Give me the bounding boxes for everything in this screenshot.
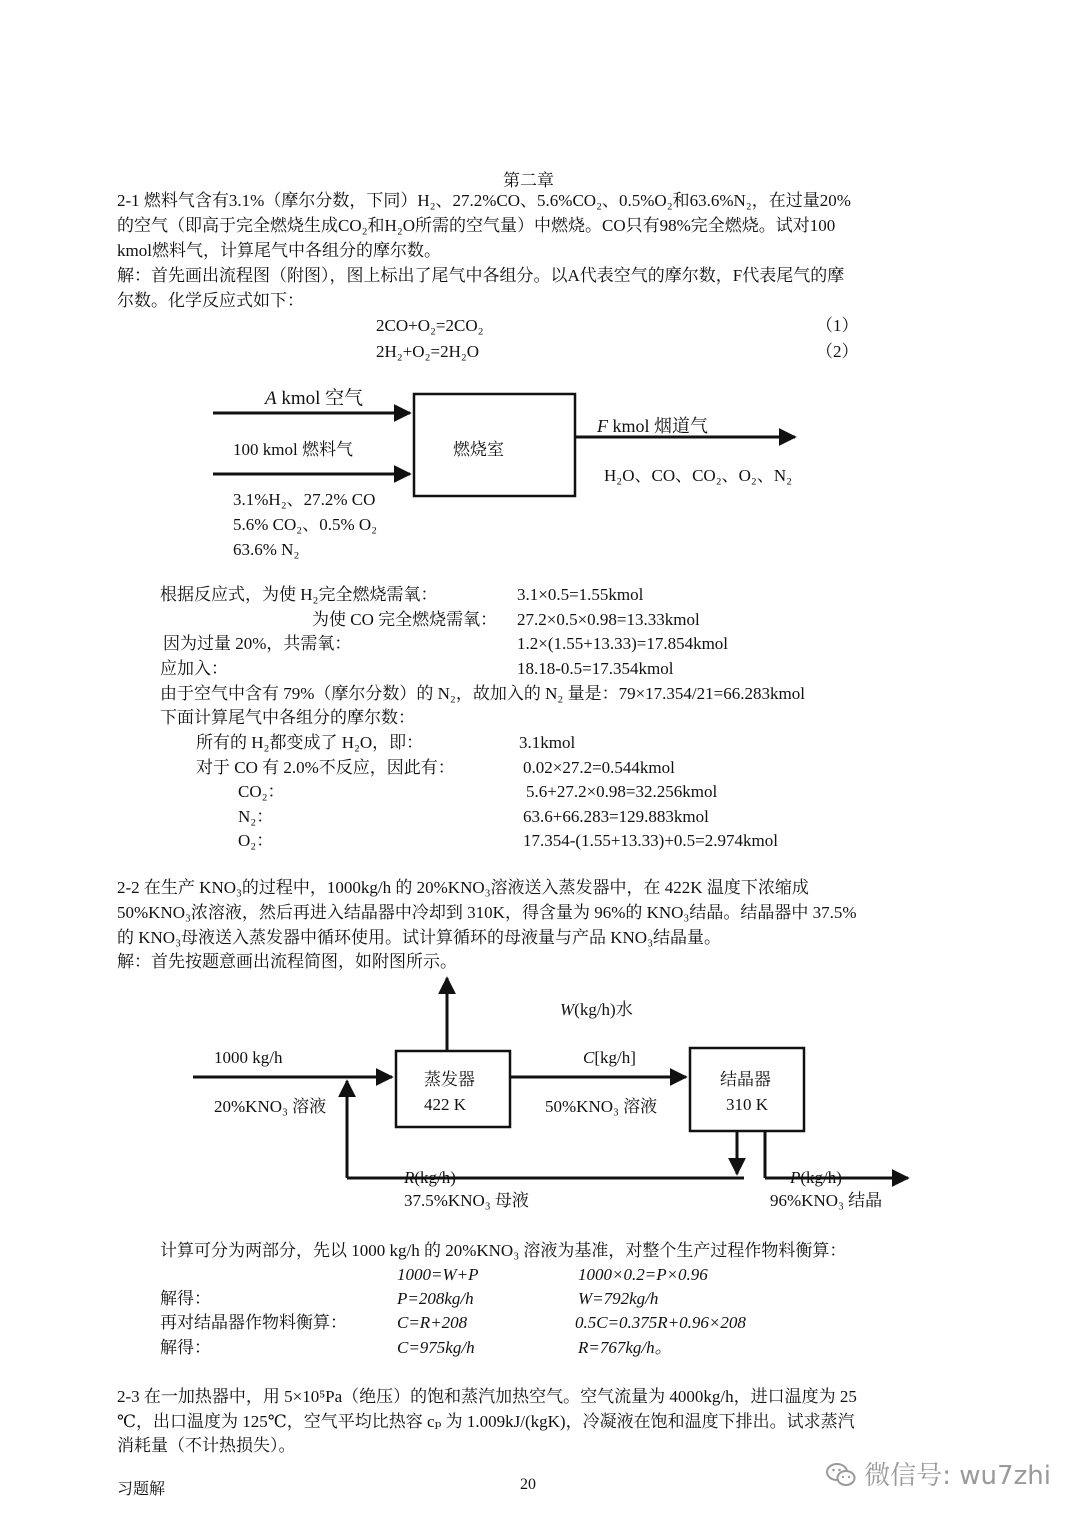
crystallizer-temp: 310 K — [726, 1095, 769, 1114]
product-label: P(kg/h) — [790, 1168, 842, 1187]
recycle-composition: 37.5%KNO₃ 母液 — [404, 1191, 529, 1210]
problem-2-2-line-3: 的 KNO₃母液送入蒸发器中循环使用。试计算循环的母液量与产品 KNO₃结晶量。 — [117, 928, 722, 947]
calc-2-1-label-5: 下面计算尾气中各组分的摩尔数： — [160, 708, 415, 727]
crystallizer-label: 结晶器 — [720, 1070, 771, 1089]
calc-2-1-value-6: 3.1kmol — [519, 733, 576, 752]
solution-2-2-line-1: 解：首先按题意画出流程简图，如附图所示。 — [117, 952, 457, 971]
calc-2-1-value-0: 3.1×0.5=1.55kmol — [517, 585, 644, 604]
concentrate-composition: 50%KNO₃ 溶液 — [545, 1097, 658, 1116]
calc-2-1-label-7: 对于 CO 有 2.0%不反应，因此有： — [196, 758, 455, 777]
combustion-chamber-label: 燃烧室 — [453, 440, 504, 459]
calc-2-1-label-3: 应加入： — [160, 659, 228, 678]
calc-2-1-label-6: 所有的 H₂都变成了 H₂O，即： — [196, 733, 424, 752]
calc-2-2-intro: 计算可分为两部分，先以 1000 kg/h 的 20%KNO₃ 溶液为基准，对整个生产过程作物料衡算： — [160, 1241, 847, 1260]
evaporator-temp: 422 K — [424, 1095, 467, 1114]
water-label: W(kg/h)水 — [560, 1000, 633, 1019]
solution-2-1-line-1: 解：首先画出流程图（附图），图上标出了尾气中各组分。以A代表空气的摩尔数，F代表尾气的摩 — [117, 266, 845, 285]
calc-2-1-value-1: 27.2×0.5×0.98=13.33kmol — [517, 610, 700, 629]
flue-gas-label: F kmol 烟道气 — [597, 416, 709, 436]
problem-2-1-line-3: kmol燃料气，计算尾气中各组分的摩尔数。 — [117, 241, 441, 260]
problem-2-1-line-2: 的空气（即高于完全燃烧生成CO₂和H₂O所需的空气量）中燃烧。CO只有98%完全燃烧。试对100 — [117, 216, 836, 235]
recycle-label: R(kg/h) — [404, 1168, 456, 1187]
fuel-composition-3: 63.6% N₂ — [233, 540, 300, 559]
calc-2-2-a-2: C=R+208 — [397, 1313, 468, 1332]
problem-2-3-line-1: 2-3 在一加热器中，用 5×10⁵Pa（绝压）的饱和蒸汽加热空气。空气流量为 4000kg/h，进口温度为 25 — [117, 1387, 857, 1406]
wechat-icon — [826, 1462, 856, 1488]
calc-2-2-a-3: C=975kg/h — [397, 1338, 475, 1357]
problem-2-1-line-1: 2-1 燃料气含有3.1%（摩尔分数，下同）H₂、27.2%CO、5.6%CO₂、0.5%O₂和63.6%N₂，在过量20% — [117, 191, 851, 210]
calc-2-1-value-8: 5.6+27.2×0.98=32.256kmol — [526, 782, 718, 801]
calc-2-2-label-1: 解得： — [160, 1289, 211, 1308]
calc-2-1-value-3: 18.18-0.5=17.354kmol — [517, 659, 674, 678]
calc-2-1-label-2: 因为过量 20%，共需氧： — [163, 634, 352, 653]
problem-2-3-line-2: ℃，出口温度为 125℃，空气平均比热容 cₚ 为 1.009kJ/(kgK)，冷凝液在饱和温度下排出。试求蒸汽 — [117, 1412, 855, 1431]
feed-composition-label: 20%KNO₃ 溶液 — [214, 1097, 327, 1116]
calc-2-1-label-1: 为使 CO 完全燃烧需氧： — [312, 610, 498, 629]
evaporator-label: 蒸发器 — [424, 1070, 475, 1089]
calc-2-2-b-0: 1000×0.2=P×0.96 — [578, 1265, 708, 1284]
calc-2-2-label-2: 再对结晶器作物料衡算： — [160, 1313, 347, 1332]
page-number: 20 — [520, 1476, 536, 1493]
equation-1-number: （1） — [816, 316, 859, 335]
fuel-composition-1: 3.1%H₂、27.2% CO — [233, 490, 376, 509]
product-composition: 96%KNO₃ 结晶 — [770, 1191, 883, 1210]
concentrate-label: C[kg/h] — [583, 1048, 636, 1067]
fuel-composition-2: 5.6% CO₂、0.5% O₂ — [233, 515, 378, 534]
equation-2: 2H₂+O₂=2H₂O — [376, 342, 480, 361]
watermark-text: 微信号: wu7zhi — [864, 1461, 1051, 1491]
calc-2-2-a-0: 1000=W+P — [397, 1265, 479, 1284]
calc-2-2-b-2: 0.5C=0.375R+0.96×208 — [575, 1313, 746, 1332]
solution-2-1-line-2: 尔数。化学反应式如下： — [117, 291, 304, 310]
calc-2-1-label-0: 根据反应式，为使 H₂完全燃烧需氧： — [160, 585, 438, 604]
air-label: A kmol 空气 — [265, 388, 364, 409]
calc-2-1-label-10: O₂： — [238, 831, 274, 850]
feed-rate-label: 1000 kg/h — [214, 1048, 283, 1067]
calc-2-2-b-3: R=767kg/h。 — [578, 1338, 672, 1357]
equation-1: 2CO+O₂=2CO₂ — [376, 316, 484, 335]
chapter-title: 第二章 — [503, 171, 554, 190]
equation-2-number: （2） — [816, 342, 859, 361]
calc-2-2-label-3: 解得： — [160, 1338, 211, 1357]
calc-2-1-label-9: N₂： — [238, 807, 274, 826]
problem-2-3-line-3: 消耗量（不计热损失）。 — [117, 1436, 296, 1455]
flue-gas-composition: H₂O、CO、CO₂、O₂、N₂ — [604, 466, 793, 485]
calc-2-1-value-2: 1.2×(1.55+13.33)=17.854kmol — [517, 634, 729, 653]
calc-2-1-label-4: 由于空气中含有 79%（摩尔分数）的 N₂，故加入的 N₂ 量是：79×17.354/21=66.283kmol — [160, 684, 805, 703]
problem-2-2-line-2: 50%KNO₃浓溶液，然后再进入结晶器中冷却到 310K，得含量为 96%的 KNO₃结晶。结晶器中 37.5% — [117, 903, 857, 922]
footer-left: 习题解 — [117, 1481, 166, 1498]
fuel-label: 100 kmol 燃料气 — [233, 440, 353, 459]
calc-2-2-a-1: P=208kg/h — [397, 1289, 474, 1308]
calc-2-1-value-7: 0.02×27.2=0.544kmol — [523, 758, 675, 777]
calc-2-2-b-1: W=792kg/h — [578, 1289, 659, 1308]
calc-2-1-value-10: 17.354-(1.55+13.33)+0.5=2.974kmol — [523, 831, 778, 850]
problem-2-2-line-1: 2-2 在生产 KNO₃的过程中，1000kg/h 的 20%KNO₃溶液送入蒸发器中，在 422K 温度下浓缩成 — [117, 878, 809, 897]
calc-2-1-label-8: CO₂： — [238, 782, 285, 801]
wechat-watermark — [826, 1455, 1051, 1492]
calc-2-1-value-9: 63.6+66.283=129.883kmol — [523, 807, 709, 826]
